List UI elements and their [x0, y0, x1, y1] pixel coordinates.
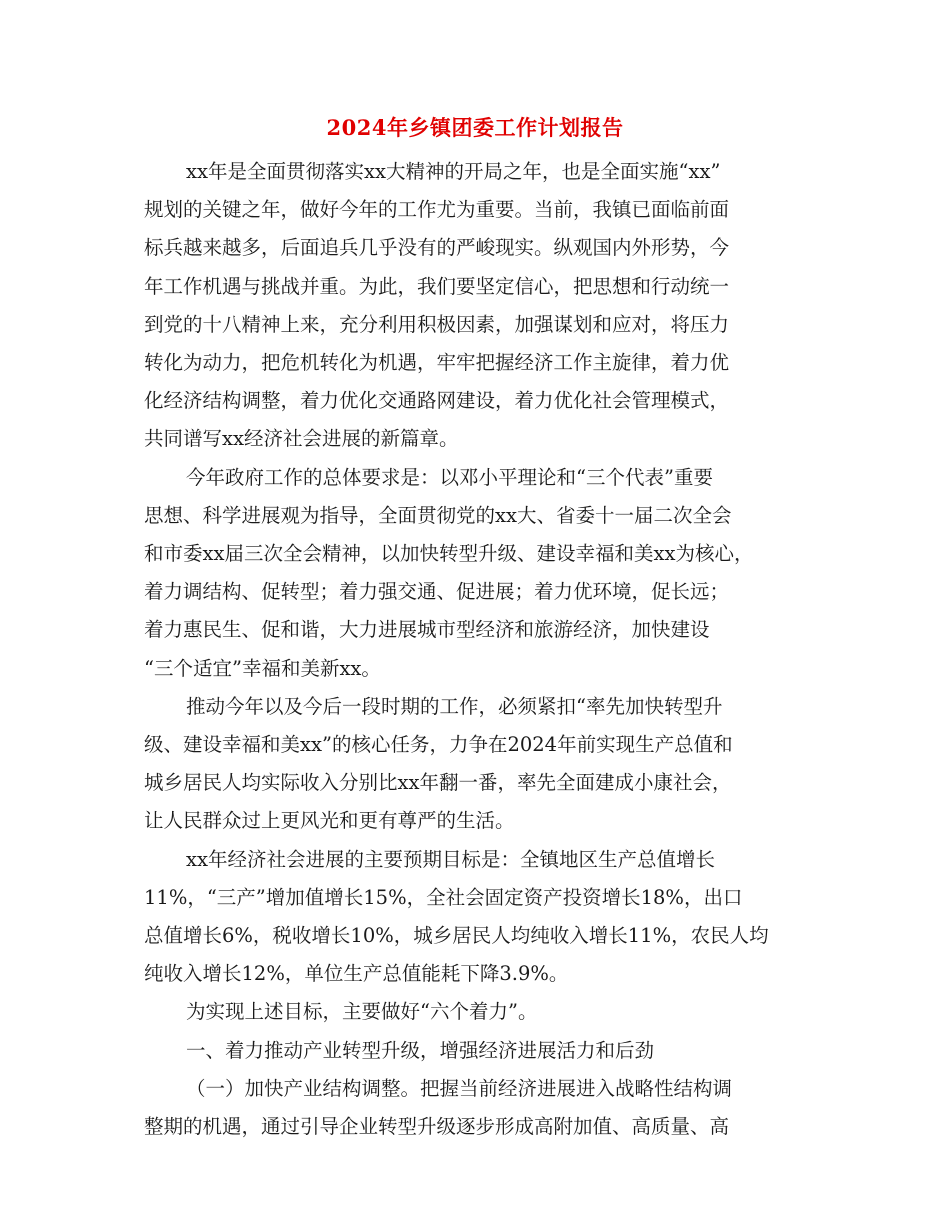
body-line: 纯收入增长12%，单位生产总值能耗下降3.9%。 [144, 962, 569, 986]
body-line: 让人民群众过上更风光和更有尊严的生活。 [144, 809, 515, 833]
body-line: 11%，“三产”增加值增长15%，全社会固定资产投资增长18%，出口 [144, 885, 743, 909]
document-title: 2024年乡镇团委工作计划报告 [326, 115, 624, 140]
body-line: 共同谱写xx经济社会进展的新篇章。 [144, 427, 459, 451]
body-line: 级、建设幸福和美xx”的核心任务，力争在2024年前实现生产总值和 [144, 733, 733, 756]
body-line: 今年政府工作的总体要求是：以邓小平理论和“三个代表”重要 [186, 465, 713, 489]
body-line: 标兵越来越多，后面追兵几乎没有的严峻现实。纵观国内外形势，今 [144, 236, 730, 260]
body-line: 整期的机遇，通过引导企业转型升级逐步形成高附加值、高质量、高 [144, 1115, 730, 1138]
body-line: 一、着力推动产业转型升级，增强经济进展活力和后劲 [186, 1038, 655, 1062]
body-line: “三个适宜”幸福和美新xx。 [144, 656, 381, 680]
body-line: 思想、科学进展观为指导，全面贯彻党的xx大、省委十一届二次全会 [144, 503, 732, 527]
body-line: 为实现上述目标，主要做好“六个着力”。 [186, 1000, 538, 1024]
body-line: 总值增长6%，税收增长10%，城乡居民人均纯收入增长11%，农民人均 [144, 924, 769, 947]
body-line: 到党的十八精神上来，充分利用积极因素，加强谋划和应对，将压力 [144, 312, 730, 336]
body-line: 规划的关键之年，做好今年的工作尤为重要。当前，我镇已面临前面 [144, 198, 730, 222]
body-line: 年工作机遇与挑战并重。为此，我们要坚定信心，把思想和行动统一 [144, 274, 730, 298]
body-line: 转化为动力，把危机转化为机遇，牢牢把握经济工作主旋律，着力优 [144, 351, 730, 374]
body-line: （一）加快产业结构调整。把握当前经济进展进入战略性结构调 [186, 1076, 733, 1100]
body-line: 推动今年以及今后一段时期的工作，必须紧扣“率先加快转型升 [186, 694, 723, 718]
body-line: 城乡居民人均实际收入分别比xx年翻一番，率先全面建成小康社会， [144, 771, 732, 795]
body-line: 化经济结构调整，着力优化交通路网建设，着力优化社会管理模式， [144, 389, 730, 413]
body-line: xx年是全面贯彻落实xx大精神的开局之年，也是全面实施“xx” [186, 160, 721, 183]
body-line: xx年经济社会进展的主要预期目标是：全镇地区生产总值增长 [186, 847, 715, 871]
body-line: 和市委xx届三次全会精神，以加快转型升级、建设幸福和美xx为核心， [144, 542, 754, 565]
body-line: 着力惠民生、促和谐，大力进展城市型经济和旅游经济，加快建设 [144, 618, 710, 642]
body-line: 着力调结构、促转型；着力强交通、促进展；着力优环境，促长远； [144, 580, 730, 604]
